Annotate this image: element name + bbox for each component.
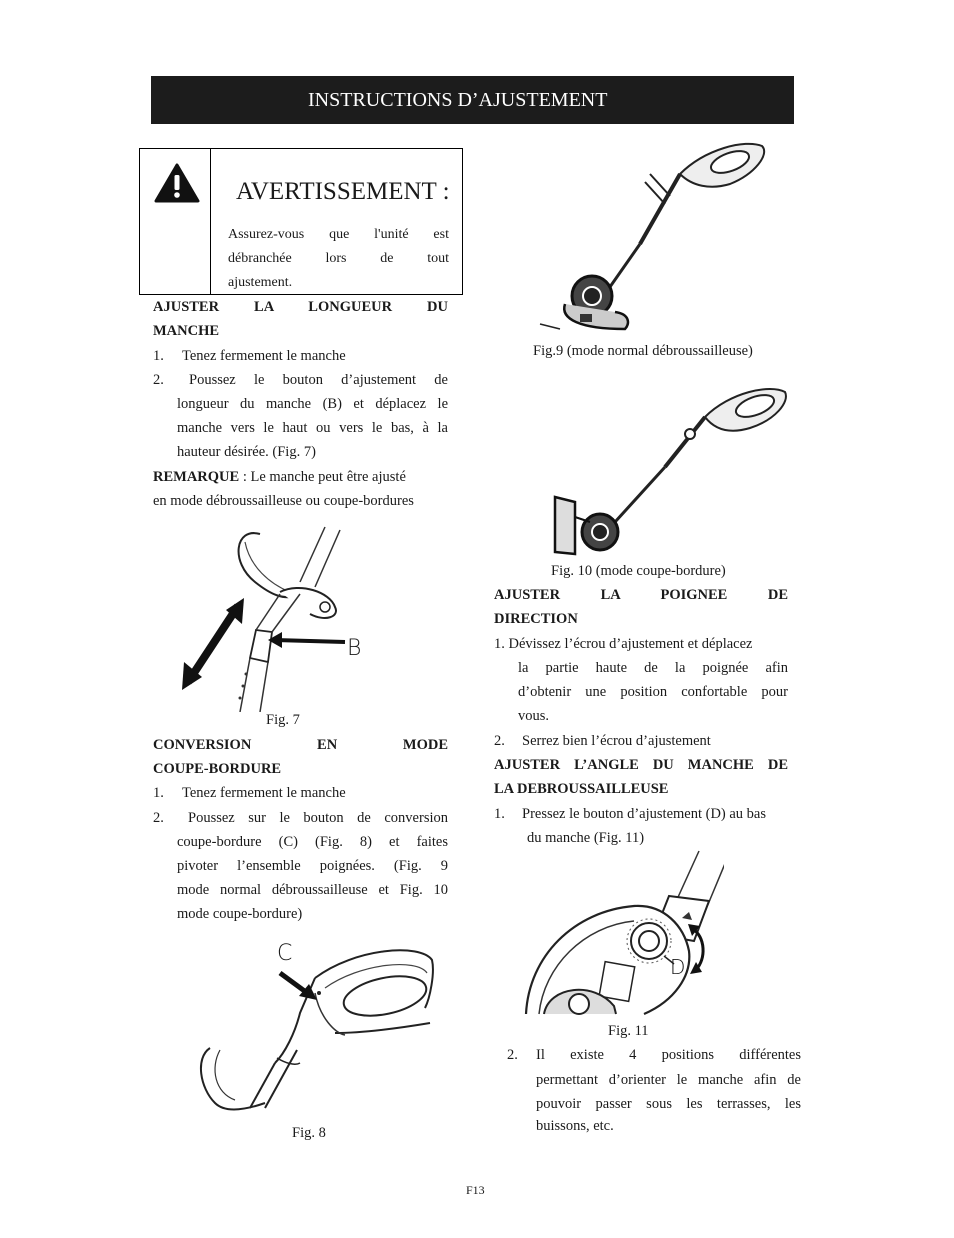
warning-line-2: débranchée lors de tout (228, 251, 449, 266)
angle-step2-number: 2. (507, 1047, 518, 1063)
length-note (153, 465, 448, 489)
fig8-illustration (185, 938, 435, 1116)
angle-step2-line-1: Il existe 4 positions différentes (536, 1047, 801, 1063)
banner-title: INSTRUCTIONS D’AJUSTEMENT (308, 89, 608, 111)
fig11-caption: Fig. 11 (608, 1023, 649, 1039)
angle-heading-line-2: LA DEBROUSSAILLEUSE (494, 781, 669, 797)
angle-heading-line-1: AJUSTER L’ANGLE DU MANCHE DE (494, 757, 788, 773)
length-step2-line-4: hauteur désirée. (Fig. 7) (177, 444, 316, 460)
length-heading-line-1: AJUSTER LA LONGUEUR DU (153, 299, 448, 315)
fig7-caption: Fig. 7 (266, 712, 300, 728)
fig7-label-b: B (347, 636, 362, 661)
angle-step2-line-3: pouvoir passer sous les terrasses, les (536, 1096, 801, 1112)
fig10-illustration (545, 382, 790, 562)
conversion-step2-number: 2. (153, 810, 164, 826)
handle-heading-line-1: AJUSTER LA POIGNEE DE (494, 587, 788, 603)
length-step1-number: 1. (153, 348, 164, 364)
angle-step2-line-4: buissons, etc. (536, 1118, 614, 1134)
note-text-line-1: : Le manche peut être ajusté (239, 469, 406, 485)
section-banner (151, 76, 794, 124)
handle-heading-line-2: DIRECTION (494, 611, 578, 627)
handle-step1-line-1: 1. Dévissez l’écrou d’ajustement et déplacez (494, 636, 753, 652)
warning-box (139, 148, 463, 295)
fig7-illustration (180, 522, 380, 712)
conversion-heading-line-2: COUPE-BORDURE (153, 761, 282, 777)
length-step1-text: Tenez fermement le manche (182, 348, 346, 364)
length-note-line-2: en mode débroussailleuse ou coupe-bordures (153, 493, 414, 509)
handle-step1-line-2: la partie haute de la poignée afin (518, 660, 788, 676)
fig9-caption: Fig.9 (mode normal débroussailleuse) (533, 343, 753, 359)
fig10-caption: Fig. 10 (mode coupe-bordure) (551, 563, 726, 579)
length-step2-line-1: Poussez le bouton d’ajustement de (189, 372, 448, 388)
fig11-illustration (524, 846, 724, 1016)
fig9-illustration (530, 134, 770, 339)
conversion-step2-line-3: pivoter l’ensemble poignées. (Fig. 9 (177, 858, 448, 874)
handle-step1-line-3: d’obtenir une position confortable pour (518, 684, 788, 700)
conversion-step2-line-1: Poussez sur le bouton de conversion (188, 810, 448, 826)
warning-line-1: Assurez-vous que l'unité est (228, 227, 449, 242)
angle-step2-line-2: permettant d’orienter le manche afin de (536, 1072, 801, 1088)
note-label: REMARQUE (153, 469, 240, 485)
conversion-step2-line-5: mode coupe-bordure) (177, 906, 303, 922)
fig11-label-d: D (670, 955, 686, 979)
angle-step1-line-2: du manche (Fig. 11) (527, 830, 645, 846)
warning-divider (210, 149, 211, 294)
angle-step1-line-1: Pressez le bouton d’ajustement (D) au bas (522, 806, 767, 822)
conversion-step2-line-2: coupe-bordure (C) (Fig. 8) et faites (177, 834, 448, 850)
angle-step1-number: 1. (494, 806, 505, 822)
conversion-step1-number: 1. (153, 785, 164, 801)
warning-line-3: ajustement. (228, 275, 293, 290)
length-step2-number: 2. (153, 372, 164, 388)
warning-triangle-icon (154, 163, 200, 203)
conversion-heading-line-1: CONVERSION EN MODE (153, 737, 448, 753)
conversion-step1-text: Tenez fermement le manche (182, 785, 346, 801)
warning-heading: AVERTISSEMENT : (236, 178, 450, 205)
conversion-step2-line-4: mode normal débroussailleuse et Fig. 10 (177, 882, 448, 898)
length-step2-line-3: manche vers le haut ou vers le bas, à la (177, 420, 448, 436)
length-step2-line-2: longueur du manche (B) et déplacez le (177, 396, 448, 412)
length-heading-line-2: MANCHE (153, 323, 220, 339)
fig8-caption: Fig. 8 (292, 1125, 326, 1141)
page-number: F13 (466, 1183, 485, 1197)
handle-step1-line-4: vous. (518, 708, 550, 724)
handle-step2-text: Serrez bien l’écrou d’ajustement (522, 733, 711, 749)
handle-step2-number: 2. (494, 733, 505, 749)
fig8-label-c: C (277, 941, 293, 966)
